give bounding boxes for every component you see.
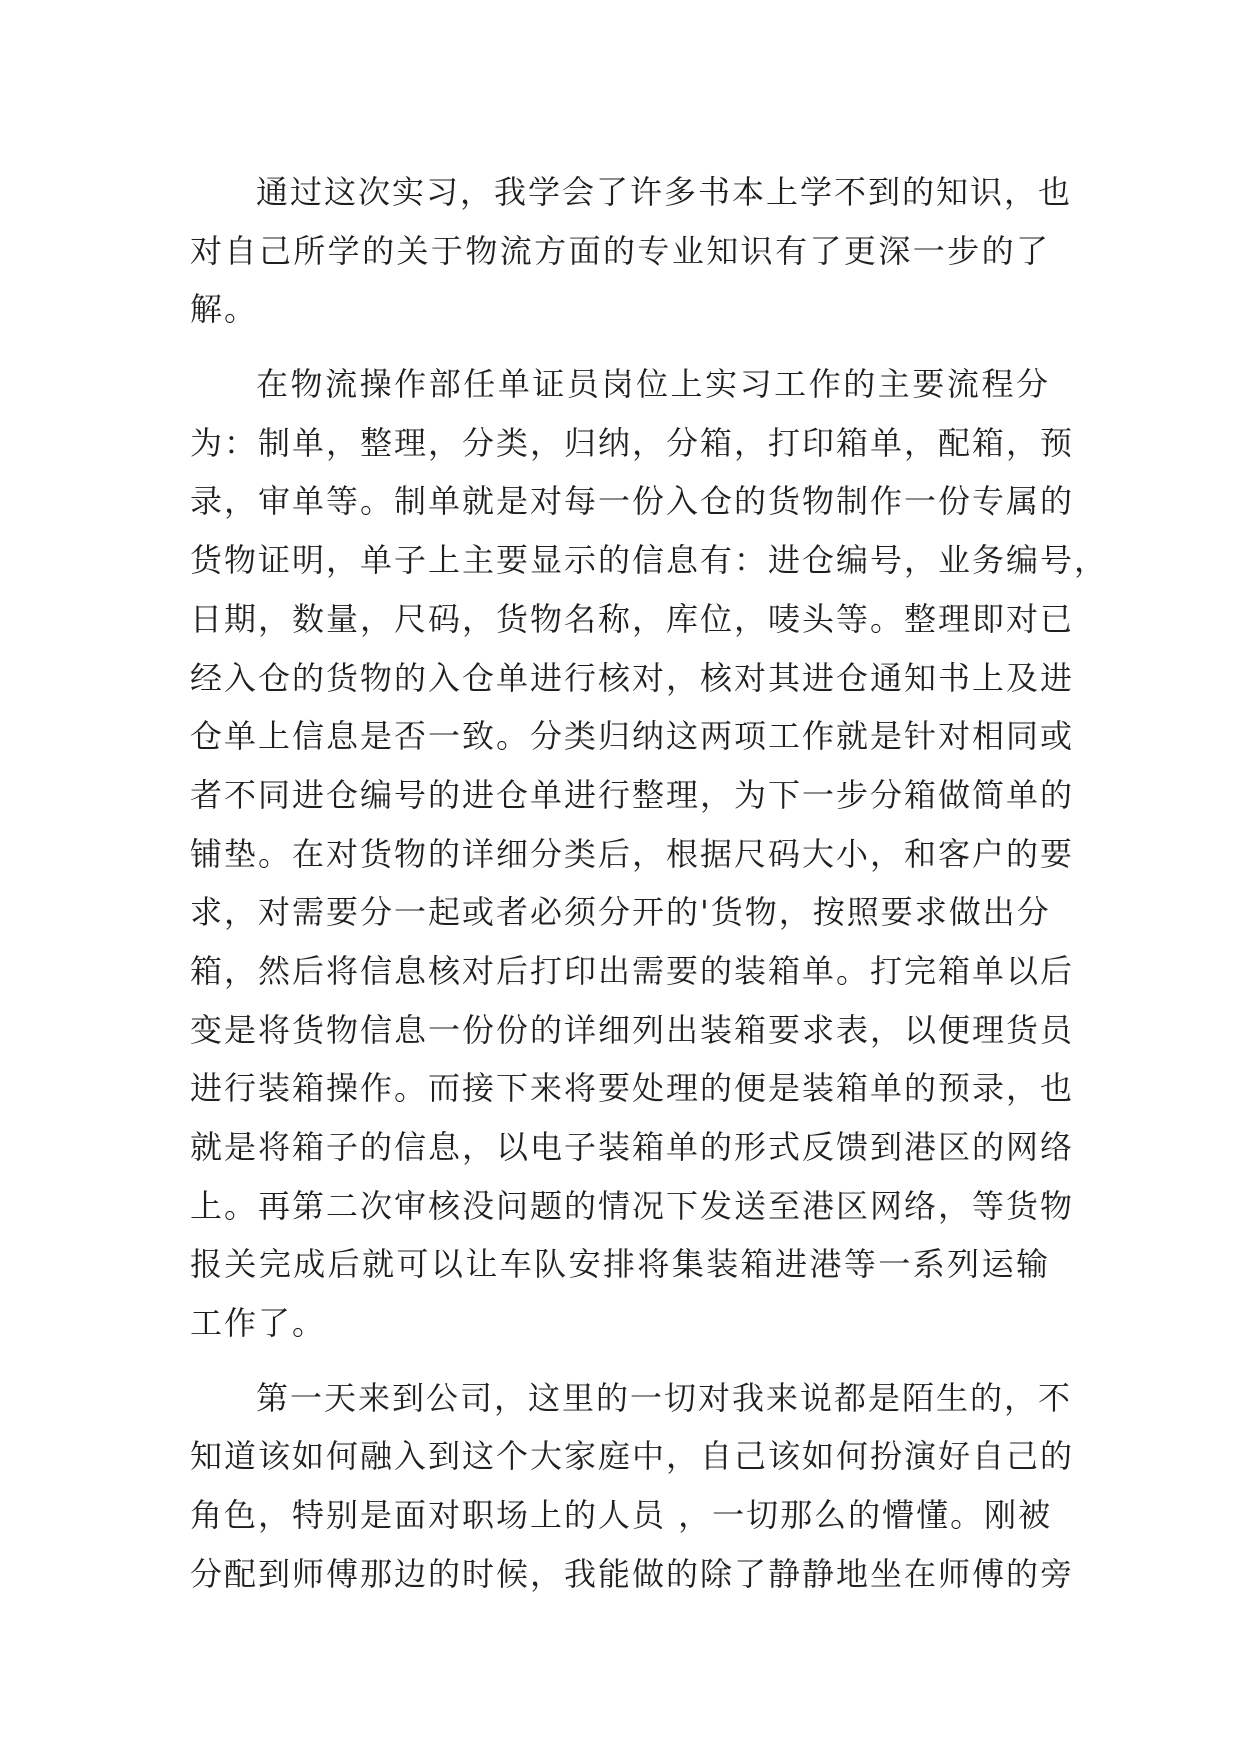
paragraph-2-line-4: 货物证明，单子上主要显示的信息有：进仓编号，业务编号， [190,541,1109,580]
paragraph-2-line-5: 日期，数量，尺码，货物名称，库位，唛头等。整理即对已 [190,599,1075,638]
paragraph-1-line-2: 对自己所学的关于物流方面的专业知识有了更深一步的了 [190,231,1050,270]
paragraph-2-line-6: 经入仓的货物的入仓单进行核对，核对其进仓通知书上及进 [190,658,1075,697]
paragraph-2-line-3: 录，审单等。制单就是对每一份入仓的货物制作一份专属的 [190,482,1075,521]
body-text [190,163,1109,1604]
paragraph-2-line-12: 变是将货物信息一份份的详细列出装箱要求表，以便理货员 [190,1010,1075,1049]
paragraph-2-line-17: 工作了。 [190,1304,327,1343]
paragraph-3-line-2: 知道该如何融入到这个大家庭中，自己该如何扮演好自己的 [190,1437,1075,1476]
paragraph-2-line-13: 进行装箱操作。而接下来将要处理的便是装箱单的预录，也 [190,1069,1075,1108]
paragraph-2-line-10: 求，对需要分一起或者必须分开的'货物，按照要求做出分 [190,893,1051,932]
paragraph-2-line-8: 者不同进仓编号的进仓单进行整理，为下一步分箱做简单的 [190,775,1075,814]
paragraph-2-line-2: 为：制单，整理，分类，归纳，分箱，打印箱单，配箱，预 [190,423,1075,462]
paragraph-1-line-1: 通过这次实习，我学会了许多书本上学不到的知识，也 [256,173,1073,211]
paragraph-2-line-15: 上。再第二次审核没问题的情况下发送至港区网络，等货物 [190,1186,1075,1225]
paragraph-3-line-3: 角色，特别是面对职场上的人员 ，一切那么的懵懂。刚被 [190,1496,1053,1535]
paragraph-3-line-4: 分配到师傅那边的时候，我能做的除了静静地坐在师傅的旁 [190,1554,1075,1593]
paragraph-spacer [190,1353,1050,1369]
paragraph-2-line-1: 在物流操作部任单证员岗位上实习工作的主要流程分 [256,365,1050,404]
paragraph-2-line-11: 箱，然后将信息核对后打印出需要的装箱单。打完箱单以后 [190,951,1075,990]
paragraph-spacer [190,339,1050,355]
paragraph-2-line-16: 报关完成后就可以让车队安排将集装箱进港等一系列运输 [190,1245,1050,1284]
paragraph-1-line-3: 解。 [190,290,259,329]
paragraph-2-line-9: 铺垫。在对货物的详细分类后，根据尺码大小，和客户的要 [190,834,1075,873]
paragraph-2-line-14: 就是将箱子的信息，以电子装箱单的形式反馈到港区的网络 [190,1128,1075,1166]
paragraph-2-line-7: 仓单上信息是否一致。分类归纳这两项工作就是针对相同或 [190,717,1075,756]
paragraph-3-line-1: 第一天来到公司，这里的一切对我来说都是陌生的，不 [256,1378,1073,1417]
